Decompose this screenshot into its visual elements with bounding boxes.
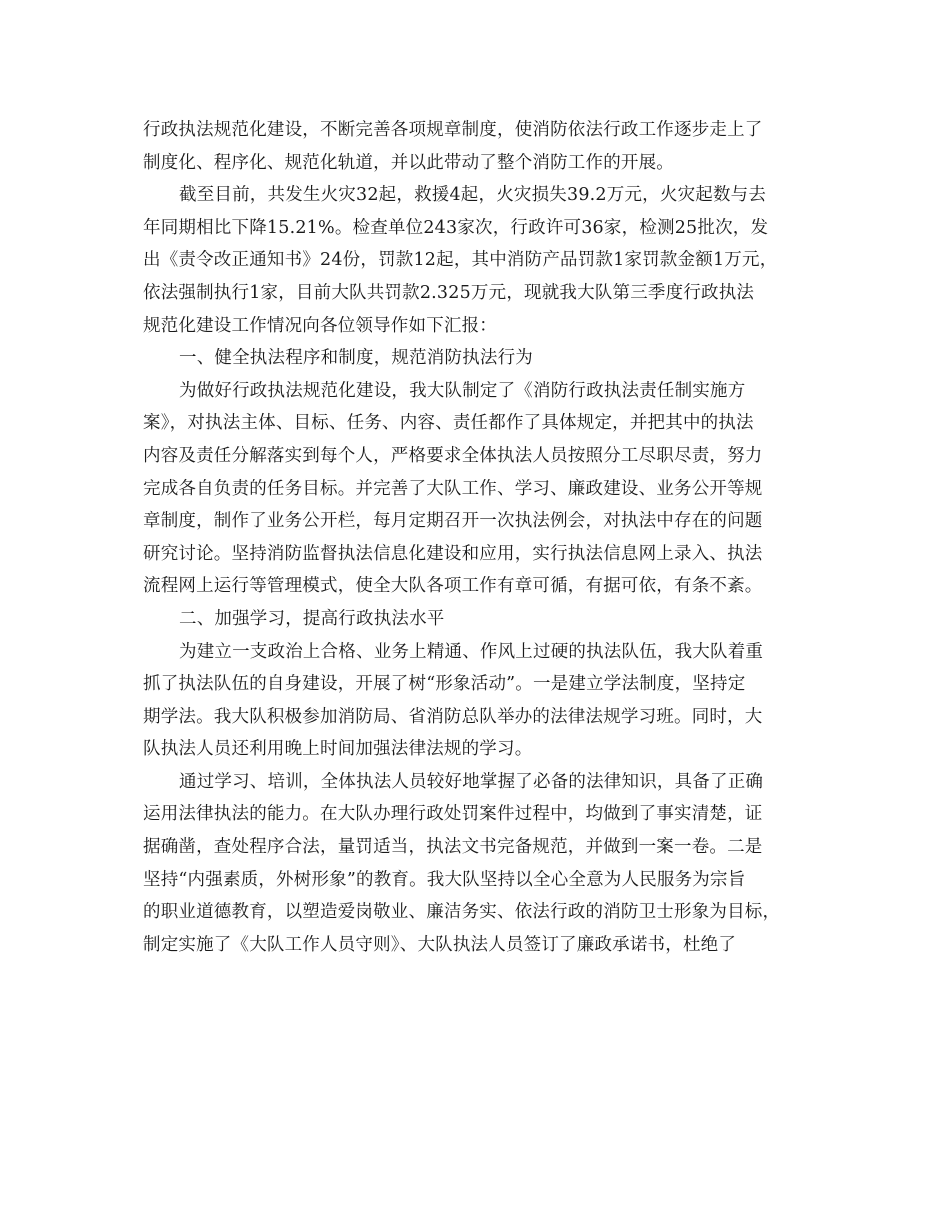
text-line: 章制度，制作了业务公开栏，每月定期召开一次执法例会，对执法中存在的问题	[143, 511, 763, 532]
text-line: 规范化建设工作情况向各位领导作如下汇报：	[143, 315, 497, 336]
text-line: 坚持“内强素质，外树形象”的教育。我大队坚持以全心全意为人民服务为宗旨	[143, 869, 746, 890]
text-line: 的职业道德教育，以塑造爱岗敬业、廉洁务实、依法行政的消防卫士形象为目标，	[143, 902, 781, 923]
text-line: 研究讨论。坚持消防监督执法信息化建设和应用，实行执法信息网上录入、执法	[143, 543, 763, 564]
text-line: 制度化、程序化、规范化轨道，并以此带动了整个消防工作的开展。	[143, 152, 674, 173]
text-line: 出《责令改正通知书》24份，罚款12起，其中消防产品罚款1家罚款金额1万元，	[143, 250, 778, 271]
text-line: 流程网上运行等管理模式，使全大队各项工作有章可循，有据可依，有条不紊。	[143, 576, 763, 597]
text-line: 期学法。我大队积极参加消防局、省消防总队举办的法律法规学习班。同时，大	[143, 706, 763, 727]
text-line: 案》，对执法主体、目标、任务、内容、责任都作了具体规定，并把其中的执法	[143, 413, 754, 434]
text-line: 行政执法规范化建设，不断完善各项规章制度，使消防依法行政工作逐步走上了	[143, 120, 763, 140]
text-line: 为建立一支政治上合格、业务上精通、作风上过硬的执法队伍，我大队着重	[179, 641, 764, 662]
section-heading: 二、加强学习，提高行政执法水平	[179, 608, 445, 629]
section-heading: 一、健全执法程序和制度，规范消防执法行为	[179, 348, 533, 369]
text-line: 年同期相比下降15.21%。检查单位243家次，行政许可36家，检测25批次，发	[143, 217, 769, 238]
document-body	[143, 114, 813, 961]
text-line: 抓了执法队伍的自身建设，开展了树“形象活动”。一是建立学法制度，坚持定	[143, 674, 746, 695]
text-line: 内容及责任分解落实到每个人，严格要求全体执法人员按照分工尽职尽责，努力	[143, 445, 763, 466]
text-line: 完成各自负责的任务目标。并完善了大队工作、学习、廉政建设、业务公开等规	[143, 478, 763, 499]
text-line: 为做好行政执法规范化建设，我大队制定了《消防行政执法责任制实施方	[179, 380, 746, 401]
text-line: 据确凿，查处程序合法，量罚适当，执法文书完备规范，并做到一案一卷。二是	[143, 837, 763, 858]
text-line: 依法强制执行1家，目前大队共罚款2.325万元，现就我大队第三季度行政执法	[143, 282, 755, 303]
text-line: 通过学习、培训，全体执法人员较好地掌握了必备的法律知识，具备了正确	[179, 771, 764, 792]
text-line: 队执法人员还利用晚上时间加强法律法规的学习。	[143, 739, 533, 760]
text-line: 截至目前，共发生火灾32起，救援4起，火灾损失39.2万元，火灾起数与去	[179, 185, 767, 206]
text-line: 制定实施了《大队工作人员守则》、大队执法人员签订了廉政承诺书，杜绝了	[143, 934, 737, 955]
text-line: 运用法律执法的能力。在大队办理行政处罚案件过程中，均做到了事实清楚，证	[143, 804, 763, 825]
